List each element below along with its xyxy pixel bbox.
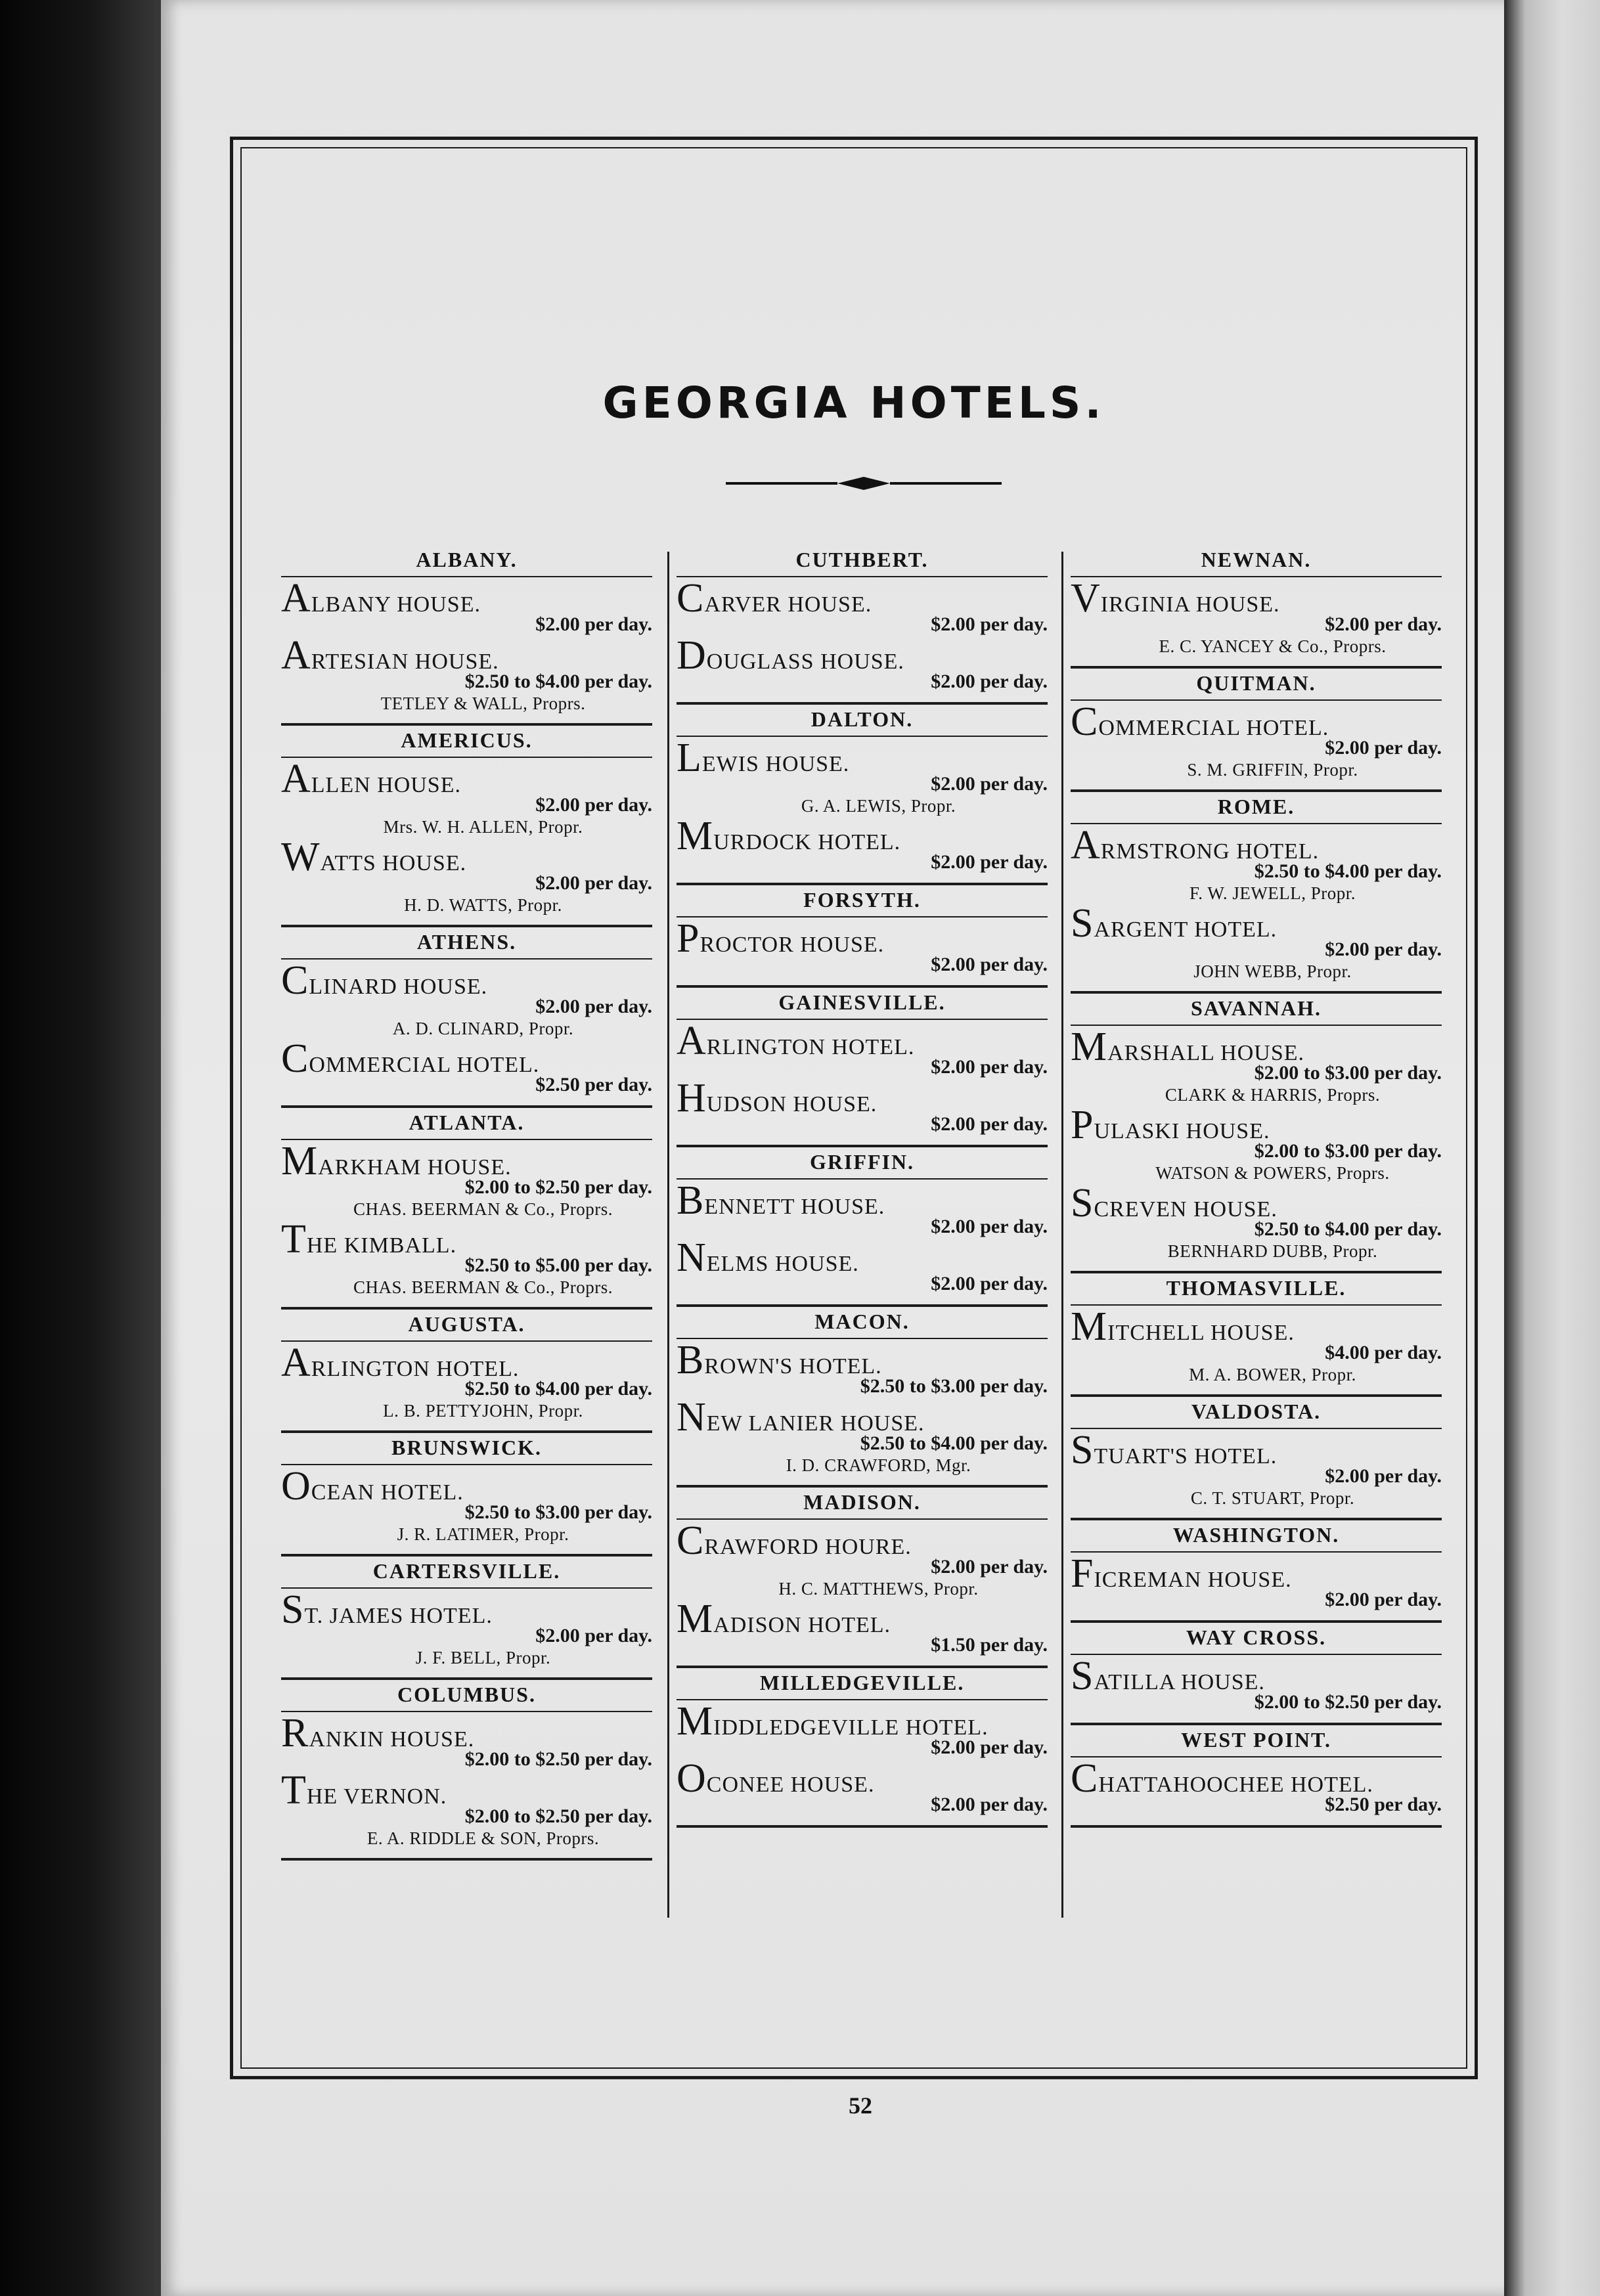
hotel-name bbox=[677, 1076, 1048, 1120]
hotel-proprietor: H. C. MATTHEWS, Propr. bbox=[778, 1579, 979, 1599]
hotel-entry bbox=[677, 1235, 1048, 1298]
hotel-entry bbox=[677, 814, 1048, 876]
town-heading: ATHENS. bbox=[281, 927, 652, 960]
hotel-rate: $2.00 per day. bbox=[931, 613, 1048, 635]
hotel-name-initial: A bbox=[281, 576, 311, 621]
hotel-name bbox=[1071, 1551, 1442, 1596]
hotel-proprietor: F. W. JEWELL, Propr. bbox=[1189, 883, 1356, 903]
hotel-name-rest: CONEE HOUSE. bbox=[706, 1773, 875, 1797]
town-heading: WASHINGTON. bbox=[1071, 1520, 1442, 1553]
hotel-rate: $2.50 to $5.00 per day. bbox=[464, 1254, 652, 1276]
hotel-entry bbox=[677, 1597, 1048, 1659]
hotel-name-rest: ELMS HOUSE. bbox=[706, 1252, 859, 1276]
town-heading: MADISON. bbox=[677, 1488, 1048, 1520]
hotel-name bbox=[1071, 1756, 1442, 1801]
hotel-name bbox=[281, 1464, 652, 1509]
hotel-rate: $2.00 per day. bbox=[931, 954, 1048, 975]
hotel-name bbox=[677, 633, 1048, 678]
town-section bbox=[281, 726, 652, 927]
town-heading: VALDOSTA. bbox=[1071, 1397, 1442, 1429]
hotel-name bbox=[677, 1395, 1048, 1440]
town-heading: BRUNSWICK. bbox=[281, 1433, 652, 1465]
town-heading: ROME. bbox=[1071, 792, 1442, 824]
hotel-name-rest: OMMERCIAL HOTEL. bbox=[1098, 716, 1329, 740]
hotel-rate: $2.00 per day. bbox=[931, 1273, 1048, 1294]
hotel-entry bbox=[281, 633, 652, 717]
hotel-entry bbox=[281, 958, 652, 1042]
hotel-rate: $2.50 to $4.00 per day. bbox=[860, 1432, 1048, 1454]
hotel-name-rest: CEAN HOTEL. bbox=[311, 1480, 464, 1505]
hotel-column-3 bbox=[1071, 545, 1442, 1828]
town-heading: FORSYTH. bbox=[677, 885, 1048, 917]
town-section bbox=[1071, 1623, 1442, 1725]
hotel-name bbox=[1071, 1304, 1442, 1349]
hotel-entry bbox=[281, 1711, 652, 1773]
hotel-rate: $2.00 to $2.50 per day. bbox=[464, 1805, 652, 1827]
hotel-proprietor: CLARK & HARRIS, Proprs. bbox=[1165, 1085, 1381, 1105]
hotel-name-rest: HATTAHOOCHEE HOTEL. bbox=[1098, 1773, 1373, 1797]
hotel-name bbox=[281, 576, 652, 621]
page-title: GEORGIA HOTELS. bbox=[602, 378, 1105, 428]
hotel-rate: $2.00 per day. bbox=[931, 1113, 1048, 1135]
hotel-rate: $2.00 per day. bbox=[931, 1794, 1048, 1815]
hotel-proprietor: J. F. BELL, Propr. bbox=[415, 1648, 551, 1667]
section-divider bbox=[677, 1825, 1048, 1828]
hotel-name-initial: M bbox=[677, 814, 714, 858]
hotel-rate: $2.00 to $3.00 per day. bbox=[1254, 1062, 1442, 1084]
hotel-entry bbox=[677, 916, 1048, 979]
hotel-name-initial: A bbox=[281, 633, 311, 678]
hotel-proprietor: E. C. YANCEY & Co., Proprs. bbox=[1159, 636, 1387, 656]
hotel-rate: $2.00 per day. bbox=[1325, 737, 1442, 759]
hotel-name bbox=[281, 1036, 652, 1081]
hotel-entry bbox=[1071, 1551, 1442, 1614]
hotel-name-initial: P bbox=[677, 916, 700, 961]
hotel-name-initial: S bbox=[281, 1587, 305, 1632]
hotel-rate: $2.00 per day. bbox=[931, 773, 1048, 795]
town-heading: GRIFFIN. bbox=[677, 1147, 1048, 1180]
hotel-name-initial: L bbox=[677, 736, 702, 780]
hotel-name-initial: M bbox=[1071, 1025, 1108, 1069]
scan-left-edge bbox=[0, 0, 164, 2296]
hotel-rate: $2.50 to $4.00 per day. bbox=[1254, 1218, 1442, 1240]
town-heading: AMERICUS. bbox=[281, 726, 652, 758]
hotel-name bbox=[677, 736, 1048, 780]
town-section bbox=[281, 1433, 652, 1556]
hotel-name bbox=[1071, 901, 1442, 946]
hotel-name-rest: ADISON HOTEL. bbox=[713, 1613, 891, 1637]
hotel-rate: $2.00 to $2.50 per day. bbox=[1254, 1691, 1442, 1713]
hotel-name bbox=[281, 1139, 652, 1183]
hotel-name-initial: D bbox=[677, 633, 707, 678]
hotel-entry bbox=[1071, 901, 1442, 984]
hotel-name bbox=[677, 1518, 1048, 1563]
hotel-entry bbox=[677, 1178, 1048, 1241]
hotel-entry bbox=[677, 1518, 1048, 1602]
hotel-name bbox=[281, 1711, 652, 1755]
hotel-name-rest: RLINGTON HOTEL. bbox=[311, 1357, 520, 1381]
hotel-name-rest: LINARD HOUSE. bbox=[309, 975, 488, 999]
hotel-name-rest: ENNETT HOUSE. bbox=[704, 1195, 885, 1219]
town-section bbox=[677, 705, 1048, 885]
town-section bbox=[677, 1488, 1048, 1668]
hotel-entry bbox=[1071, 1181, 1442, 1264]
hotel-rate: $2.00 per day. bbox=[1325, 938, 1442, 960]
town-heading: CARTERSVILLE. bbox=[281, 1556, 652, 1589]
hotel-rate: $2.00 to $3.00 per day. bbox=[1254, 1140, 1442, 1162]
town-section bbox=[1071, 1520, 1442, 1623]
hotel-proprietor: L. B. PETTYJOHN, Propr. bbox=[383, 1401, 583, 1421]
hotel-name-rest: ARGENT HOTEL. bbox=[1094, 917, 1278, 942]
town-heading: WAY CROSS. bbox=[1071, 1623, 1442, 1655]
hotel-rate: $2.00 per day. bbox=[535, 996, 652, 1017]
hotel-name-rest: HE VERNON. bbox=[306, 1784, 447, 1809]
hotel-name-rest: IRGINIA HOUSE. bbox=[1100, 592, 1280, 617]
hotel-entry bbox=[1071, 823, 1442, 906]
hotel-rate: $2.00 per day. bbox=[931, 851, 1048, 873]
hotel-name bbox=[677, 916, 1048, 961]
hotel-name-initial: B bbox=[677, 1338, 705, 1382]
hotel-name-initial: S bbox=[1071, 901, 1094, 946]
hotel-entry bbox=[281, 1768, 652, 1851]
hotel-name-initial: C bbox=[677, 1518, 705, 1563]
town-heading: ALBANY. bbox=[281, 545, 652, 577]
hotel-rate: $1.50 per day. bbox=[931, 1634, 1048, 1656]
hotel-name bbox=[677, 1699, 1048, 1744]
hotel-name-initial: C bbox=[281, 1036, 309, 1081]
hotel-name-rest: ARVER HOUSE. bbox=[704, 592, 872, 617]
hotel-name bbox=[281, 835, 652, 879]
hotel-name-initial: S bbox=[1071, 1181, 1094, 1225]
hotel-name-initial: M bbox=[281, 1139, 319, 1183]
town-section bbox=[281, 1680, 652, 1861]
hotel-name-initial: N bbox=[677, 1235, 707, 1280]
hotel-name-initial: C bbox=[1071, 699, 1099, 744]
hotel-rate: $2.00 per day. bbox=[1325, 1589, 1442, 1610]
hotel-name-initial: M bbox=[1071, 1304, 1108, 1349]
hotel-name-initial: C bbox=[1071, 1756, 1099, 1801]
hotel-entry bbox=[281, 835, 652, 918]
hotel-name bbox=[1071, 699, 1442, 744]
hotel-name-initial: H bbox=[677, 1076, 707, 1120]
town-section bbox=[677, 1307, 1048, 1488]
title-ornament bbox=[726, 474, 1002, 493]
hotel-name bbox=[1071, 1025, 1442, 1069]
hotel-rate: $2.00 per day. bbox=[931, 1216, 1048, 1237]
hotel-proprietor: E. A. RIDDLE & SON, Proprs. bbox=[367, 1828, 600, 1848]
hotel-name-initial: A bbox=[281, 757, 311, 801]
town-heading: SAVANNAH. bbox=[1071, 994, 1442, 1026]
section-divider bbox=[281, 1858, 652, 1861]
hotel-name bbox=[677, 1019, 1048, 1063]
hotel-entry bbox=[677, 576, 1048, 638]
hotel-entry bbox=[281, 576, 652, 638]
hotel-name bbox=[1071, 1103, 1442, 1147]
hotel-name-rest: UDSON HOUSE. bbox=[706, 1092, 878, 1116]
hotel-proprietor: JOHN WEBB, Propr. bbox=[1193, 961, 1352, 981]
hotel-name-rest: RMSTRONG HOTEL. bbox=[1100, 839, 1320, 864]
hotel-entry bbox=[1071, 699, 1442, 783]
hotel-proprietor: TETLEY & WALL, Proprs. bbox=[380, 694, 586, 713]
hotel-name-rest: ROWN'S HOTEL. bbox=[704, 1354, 882, 1379]
hotel-name-initial: S bbox=[1071, 1654, 1094, 1698]
hotel-name bbox=[677, 576, 1048, 621]
hotel-name-rest: RTESIAN HOUSE. bbox=[311, 650, 499, 674]
hotel-name-rest: ROCTOR HOUSE. bbox=[700, 933, 885, 957]
hotel-name-initial: T bbox=[281, 1768, 307, 1813]
town-section bbox=[677, 885, 1048, 988]
hotel-name bbox=[1071, 823, 1442, 868]
hotel-name bbox=[281, 1768, 652, 1813]
hotel-entry bbox=[677, 1338, 1048, 1400]
hotel-rate: $2.00 per day. bbox=[535, 872, 652, 894]
town-heading: WEST POINT. bbox=[1071, 1725, 1442, 1757]
hotel-name bbox=[281, 1587, 652, 1632]
hotel-entry bbox=[281, 1587, 652, 1671]
hotel-entry bbox=[281, 1139, 652, 1222]
hotel-rate: $2.00 per day. bbox=[535, 794, 652, 816]
hotel-name-rest: T. JAMES HOTEL. bbox=[304, 1604, 493, 1628]
hotel-entry bbox=[1071, 1428, 1442, 1511]
hotel-entry bbox=[281, 1217, 652, 1300]
hotel-proprietor: WATSON & POWERS, Proprs. bbox=[1155, 1163, 1390, 1183]
hotel-entry bbox=[677, 1699, 1048, 1761]
hotel-rate: $2.00 per day. bbox=[931, 1736, 1048, 1758]
town-heading: ATLANTA. bbox=[281, 1108, 652, 1140]
town-section bbox=[281, 1556, 652, 1680]
hotel-name bbox=[677, 1178, 1048, 1223]
hotel-proprietor: C. T. STUART, Propr. bbox=[1190, 1488, 1355, 1508]
hotel-entry bbox=[1071, 1654, 1442, 1716]
hotel-name-initial: M bbox=[677, 1597, 714, 1641]
hotel-name-initial: B bbox=[677, 1178, 705, 1223]
hotel-name-rest: OMMERCIAL HOTEL. bbox=[309, 1053, 540, 1077]
hotel-name-initial: F bbox=[1071, 1551, 1094, 1596]
hotel-proprietor: A. D. CLINARD, Propr. bbox=[392, 1019, 574, 1038]
hotel-name-initial: M bbox=[677, 1699, 714, 1744]
section-divider bbox=[1071, 1825, 1442, 1828]
hotel-rate: $4.00 per day. bbox=[1325, 1342, 1442, 1363]
town-heading: THOMASVILLE. bbox=[1071, 1273, 1442, 1306]
hotel-name bbox=[1071, 1181, 1442, 1225]
hotel-name bbox=[677, 1235, 1048, 1280]
column-divider bbox=[667, 552, 669, 1918]
hotel-name-rest: ULASKI HOUSE. bbox=[1094, 1119, 1270, 1143]
hotel-name-initial: V bbox=[1071, 576, 1101, 621]
hotel-name-initial: O bbox=[677, 1756, 707, 1801]
hotel-name-rest: LBANY HOUSE. bbox=[311, 592, 481, 617]
town-section bbox=[281, 1310, 652, 1433]
hotel-name-initial: S bbox=[1071, 1428, 1094, 1472]
hotel-name-initial: N bbox=[677, 1395, 707, 1440]
hotel-proprietor: CHAS. BEERMAN & Co., Proprs. bbox=[353, 1199, 613, 1219]
hotel-entry bbox=[281, 1340, 652, 1424]
hotel-name-rest: ATILLA HOUSE. bbox=[1094, 1670, 1265, 1694]
town-heading: COLUMBUS. bbox=[281, 1680, 652, 1712]
town-section bbox=[677, 1668, 1048, 1828]
hotel-name-initial: A bbox=[281, 1340, 311, 1385]
hotel-entry bbox=[281, 1036, 652, 1099]
column-divider bbox=[1061, 552, 1063, 1918]
hotel-name-initial: W bbox=[281, 835, 321, 879]
hotel-proprietor: I. D. CRAWFORD, Mgr. bbox=[786, 1455, 971, 1475]
hotel-proprietor: M. A. BOWER, Propr. bbox=[1189, 1365, 1356, 1384]
town-section bbox=[1071, 792, 1442, 994]
hotel-name bbox=[677, 1338, 1048, 1382]
town-heading: MILLEDGEVILLE. bbox=[677, 1668, 1048, 1700]
hotel-name-initial: C bbox=[281, 958, 309, 1003]
town-heading: NEWNAN. bbox=[1071, 545, 1442, 577]
town-section bbox=[281, 1108, 652, 1310]
town-section bbox=[1071, 545, 1442, 669]
hotel-name bbox=[677, 1597, 1048, 1641]
hotel-proprietor: H. D. WATTS, Propr. bbox=[404, 895, 562, 915]
hotel-proprietor: CHAS. BEERMAN & Co., Proprs. bbox=[353, 1277, 613, 1297]
hotel-name-rest: EW LANIER HOUSE. bbox=[706, 1411, 925, 1436]
hotel-name bbox=[281, 958, 652, 1003]
hotel-proprietor: G. A. LEWIS, Propr. bbox=[801, 796, 956, 816]
town-section bbox=[677, 545, 1048, 705]
town-heading: AUGUSTA. bbox=[281, 1310, 652, 1342]
hotel-rate: $2.00 to $2.50 per day. bbox=[464, 1176, 652, 1198]
hotel-rate: $2.50 per day. bbox=[535, 1074, 652, 1095]
hotel-entry bbox=[677, 1395, 1048, 1478]
town-section bbox=[1071, 994, 1442, 1273]
hotel-rate: $2.50 per day. bbox=[1325, 1794, 1442, 1815]
hotel-column-1 bbox=[281, 545, 652, 1861]
hotel-name bbox=[1071, 1428, 1442, 1472]
hotel-name-initial: C bbox=[677, 576, 705, 621]
hotel-rate: $2.50 to $4.00 per day. bbox=[464, 1378, 652, 1400]
hotel-name-initial: P bbox=[1071, 1103, 1094, 1147]
town-heading: MACON. bbox=[677, 1307, 1048, 1339]
town-section bbox=[1071, 1397, 1442, 1520]
hotel-name-rest: ANKIN HOUSE. bbox=[309, 1727, 475, 1752]
hotel-name-rest: ARKHAM HOUSE. bbox=[318, 1155, 512, 1180]
hotel-rate: $2.00 per day. bbox=[931, 1556, 1048, 1578]
hotel-name-rest: ITCHELL HOUSE. bbox=[1107, 1321, 1295, 1345]
hotel-rate: $2.50 to $3.00 per day. bbox=[464, 1501, 652, 1523]
town-heading: GAINESVILLE. bbox=[677, 988, 1048, 1020]
hotel-entry bbox=[281, 1464, 652, 1547]
hotel-name bbox=[677, 1756, 1048, 1801]
hotel-name-rest: HE KIMBALL. bbox=[306, 1233, 457, 1258]
hotel-entry bbox=[1071, 1756, 1442, 1819]
hotel-name-rest: ARSHALL HOUSE. bbox=[1107, 1041, 1305, 1065]
town-heading: CUTHBERT. bbox=[677, 545, 1048, 577]
hotel-name bbox=[281, 1340, 652, 1385]
hotel-name bbox=[1071, 1654, 1442, 1698]
hotel-name-initial: O bbox=[281, 1464, 311, 1509]
hotel-entry bbox=[677, 1756, 1048, 1819]
hotel-entry bbox=[1071, 1025, 1442, 1108]
hotel-column-2 bbox=[677, 545, 1048, 1828]
town-section bbox=[1071, 669, 1442, 792]
hotel-rate: $2.00 per day. bbox=[931, 1056, 1048, 1078]
hotel-name-rest: ATTS HOUSE. bbox=[320, 851, 467, 875]
hotel-rate: $2.50 to $4.00 per day. bbox=[464, 671, 652, 692]
hotel-name bbox=[677, 814, 1048, 858]
hotel-name-rest: CREVEN HOUSE. bbox=[1094, 1197, 1278, 1222]
hotel-proprietor: BERNHARD DUBB, Propr. bbox=[1167, 1241, 1378, 1261]
hotel-name-initial: R bbox=[281, 1711, 309, 1755]
hotel-entry bbox=[677, 736, 1048, 819]
hotel-name-rest: RAWFORD HOURE. bbox=[704, 1535, 912, 1559]
hotel-name-rest: LLEN HOUSE. bbox=[311, 773, 461, 797]
hotel-rate: $2.00 per day. bbox=[535, 613, 652, 635]
hotel-name-rest: URDOCK HOTEL. bbox=[713, 830, 901, 854]
hotel-entry bbox=[677, 1076, 1048, 1138]
hotel-name bbox=[281, 757, 652, 801]
town-section bbox=[677, 1147, 1048, 1307]
town-section bbox=[1071, 1273, 1442, 1397]
hotel-entry bbox=[1071, 1103, 1442, 1186]
town-section bbox=[1071, 1725, 1442, 1828]
hotel-name-initial: A bbox=[677, 1019, 707, 1063]
hotel-rate: $2.00 per day. bbox=[1325, 613, 1442, 635]
scan-right-edge bbox=[1504, 0, 1600, 2296]
town-section bbox=[677, 988, 1048, 1147]
hotel-rate: $2.00 to $2.50 per day. bbox=[464, 1748, 652, 1770]
town-heading: DALTON. bbox=[677, 705, 1048, 737]
hotel-name bbox=[1071, 576, 1442, 621]
hotel-name-rest: ICREMAN HOUSE. bbox=[1094, 1568, 1292, 1592]
hotel-rate: $2.00 per day. bbox=[1325, 1465, 1442, 1487]
page-number: 52 bbox=[849, 2092, 872, 2119]
hotel-rate: $2.50 to $4.00 per day. bbox=[1254, 860, 1442, 882]
hotel-name-rest: OUGLASS HOUSE. bbox=[706, 650, 904, 674]
hotel-name bbox=[281, 633, 652, 678]
hotel-rate: $2.00 per day. bbox=[931, 671, 1048, 692]
hotel-name-rest: IDDLEDGEVILLE HOTEL. bbox=[713, 1715, 989, 1740]
town-section bbox=[281, 927, 652, 1108]
hotel-rate: $2.50 to $3.00 per day. bbox=[860, 1375, 1048, 1397]
hotel-name-rest: RLINGTON HOTEL. bbox=[706, 1035, 915, 1059]
hotel-entry bbox=[1071, 1304, 1442, 1388]
hotel-proprietor: Mrs. W. H. ALLEN, Propr. bbox=[383, 817, 583, 837]
hotel-name-initial: A bbox=[1071, 823, 1101, 868]
hotel-entry bbox=[677, 1019, 1048, 1081]
hotel-entry bbox=[677, 633, 1048, 695]
hotel-rate: $2.00 per day. bbox=[535, 1625, 652, 1646]
hotel-entry bbox=[1071, 576, 1442, 659]
hotel-name-rest: EWIS HOUSE. bbox=[701, 752, 850, 776]
hotel-proprietor: J. R. LATIMER, Propr. bbox=[397, 1524, 569, 1544]
town-section bbox=[281, 545, 652, 726]
hotel-proprietor: S. M. GRIFFIN, Propr. bbox=[1187, 760, 1358, 780]
hotel-name-rest: TUART'S HOTEL. bbox=[1094, 1444, 1278, 1468]
hotel-name-initial: T bbox=[281, 1217, 307, 1262]
town-heading: QUITMAN. bbox=[1071, 669, 1442, 701]
hotel-name bbox=[281, 1217, 652, 1262]
hotel-entry bbox=[281, 757, 652, 840]
